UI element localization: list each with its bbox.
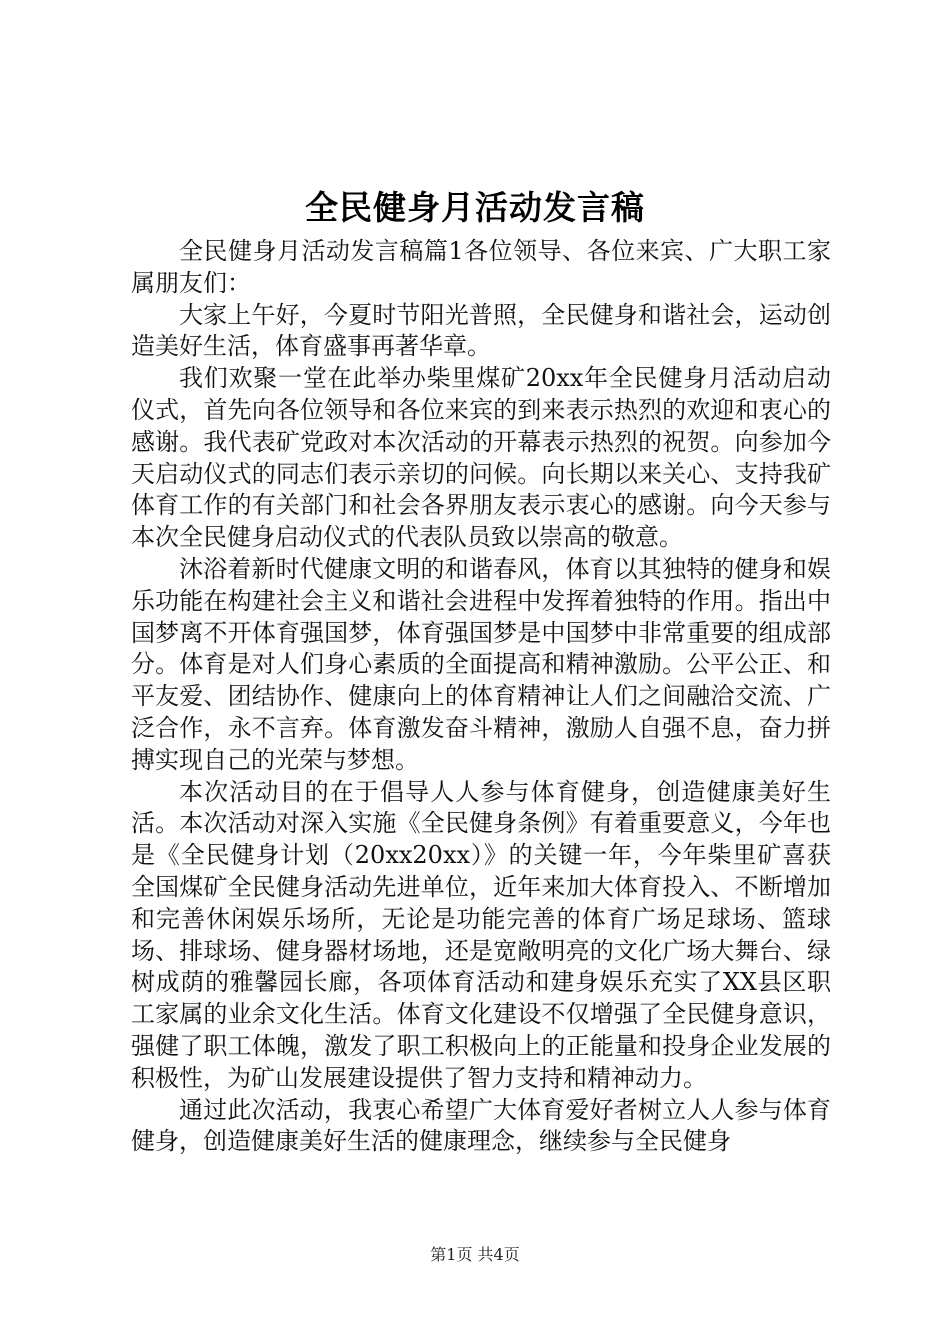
page-footer: 第1页 共4页	[430, 1245, 520, 1264]
paragraph-2: 大家上午好，今夏时节阳光普照，全民健身和谐社会，运动创造美好生活，体育盛事再著华章。	[131, 300, 831, 361]
paragraph-3: 我们欢聚一堂在此举办柴里煤矿20xx年全民健身月活动启动仪式，首先向各位领导和各位来宾的到来表示热烈的欢迎和衷心的感谢。我代表矿党政对本次活动的开幕表示热烈的祝贺。向参加今天启动仪式的同志们表示亲切的问候。向长期以来关心、支持我矿体育工作的有关部门和社会各界朋友表示衷心的感谢。向今天参与本次全民健身启动仪式的代表队员致以崇高的敬意。	[131, 364, 831, 552]
paragraph-4: 沐浴着新时代健康文明的和谐春风，体育以其独特的健身和娱乐功能在构建社会主义和谐社会进程中发挥着独特的作用。指出中国梦离不开体育强国梦，体育强国梦是中国梦中非常重要的组成部分。体育是对人们身心素质的全面提高和精神激励。公平公正、和平友爱、团结协作、健康向上的体育精神让人们之间融洽交流、广泛合作，永不言弃。体育激发奋斗精神，激励人自强不息，奋力拼搏实现自己的光荣与梦想。	[131, 554, 831, 774]
paragraph-5: 本次活动目的在于倡导人人参与体育健身，创造健康美好生活。本次活动对深入实施《全民健身条例》有着重要意义，今年也是《全民健身计划（20xx20xx）》的关键一年，今年柴里矿喜获全国煤矿全民健身活动先进单位，近年来加大体育投入、不断增加和完善休闲娱乐场所，无论是功能完善的体育广场足球场、篮球场、排球场、健身器材场地，还是宽敞明亮的文化广场大舞台、绿树成荫的雅馨园长廊，各项体育活动和建身娱乐充实了XX县区职工家属的业余文化生活。体育文化建设不仅增强了全民健身意识，强健了职工体魄，激发了职工积极向上的正能量和投身企业发展的积极性，为矿山发展建设提供了智力支持和精神动力。	[131, 777, 831, 1092]
document-body	[131, 236, 831, 1158]
document-title: 全民健身月活动发言稿	[305, 188, 645, 227]
paragraph-6: 通过此次活动，我衷心希望广大体育爱好者树立人人参与体育健身，创造健康美好生活的健康理念，继续参与全民健身	[131, 1095, 831, 1156]
paragraph-1: 全民健身月活动发言稿篇1各位领导、各位来宾、广大职工家属朋友们：	[131, 237, 831, 297]
